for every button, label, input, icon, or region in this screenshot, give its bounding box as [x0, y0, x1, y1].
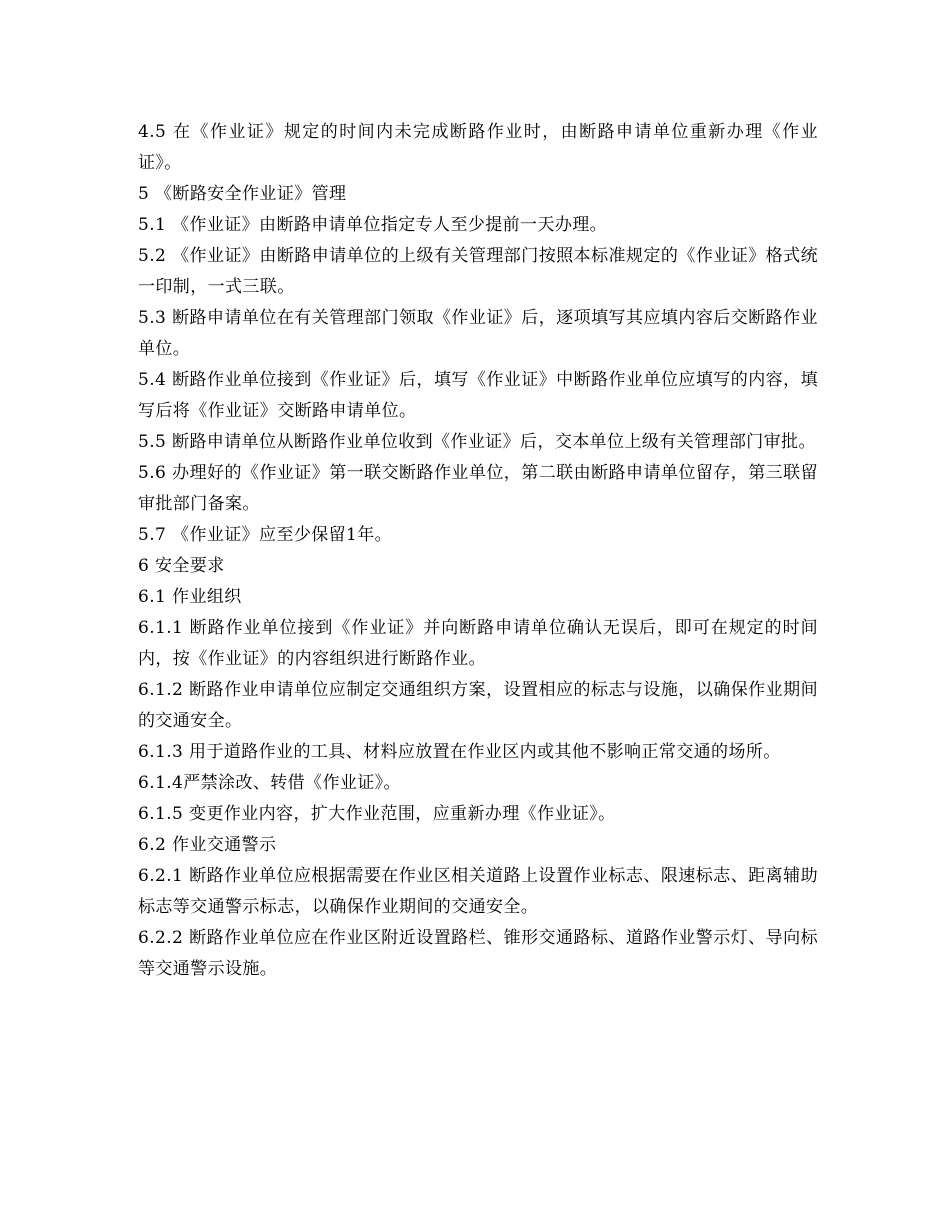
clause-6-2-2: 6.2.2 断路作业单位应在作业区附近设置路栏、锥形交通路标、道路作业警示灯、导向标等交通警示设施。 — [138, 928, 818, 979]
clause-5-5: 5.5 断路申请单位从断路作业单位收到《作业证》后，交本单位上级有关管理部门审批。 — [138, 432, 816, 452]
clause-6-1-4: 6.1.4严禁涂改、转借《作业证》。 — [138, 773, 401, 793]
clause-6-1-3: 6.1.3 用于道路作业的工具、材料应放置在作业区内或其他不影响正常交通的场所。 — [138, 742, 781, 762]
clause-5-6: 5.6 办理好的《作业证》第一联交断路作业单位，第二联由断路申请单位留存，第三联留审批部门备案。 — [138, 463, 818, 514]
clause-5-4: 5.4 断路作业单位接到《作业证》后，填写《作业证》中断路作业单位应填写的内容，填写后将《作业证》交断路申请单位。 — [138, 370, 818, 421]
clause-6-1-5: 6.1.5 变更作业内容，扩大作业范围，应重新办理《作业证》。 — [138, 804, 616, 824]
clause-6-1-1: 6.1.1 断路作业单位接到《作业证》并向断路申请单位确认无误后，即可在规定的时间内，按《作业证》的内容组织进行断路作业。 — [138, 618, 818, 669]
clause-5-2: 5.2 《作业证》由断路申请单位的上级有关管理部门按照本标准规定的《作业证》格式统一印制，一式三联。 — [138, 246, 818, 297]
section-6-heading: 6 安全要求 — [138, 556, 225, 576]
subsection-6-2-heading: 6.2 作业交通警示 — [138, 835, 277, 855]
clause-5-7: 5.7 《作业证》应至少保留1年。 — [138, 525, 393, 545]
document-body — [138, 117, 818, 985]
clause-4-5: 4.5 在《作业证》规定的时间内未完成断路作业时，由断路申请单位重新办理《作业证》。 — [138, 122, 818, 173]
subsection-6-1-heading: 6.1 作业组织 — [138, 587, 242, 607]
clause-5-1: 5.1 《作业证》由断路申请单位指定专人至少提前一天办理。 — [138, 215, 608, 235]
clause-6-1-2: 6.1.2 断路作业申请单位应制定交通组织方案，设置相应的标志与设施，以确保作业期间的交通安全。 — [138, 680, 818, 731]
clause-6-2-1: 6.2.1 断路作业单位应根据需要在作业区相关道路上设置作业标志、限速标志、距离辅助标志等交通警示标志，以确保作业期间的交通安全。 — [138, 866, 818, 917]
clause-5-3: 5.3 断路申请单位在有关管理部门领取《作业证》后，逐项填写其应填内容后交断路作业单位。 — [138, 308, 818, 359]
section-5-heading: 5 《断路安全作业证》管理 — [138, 184, 347, 204]
